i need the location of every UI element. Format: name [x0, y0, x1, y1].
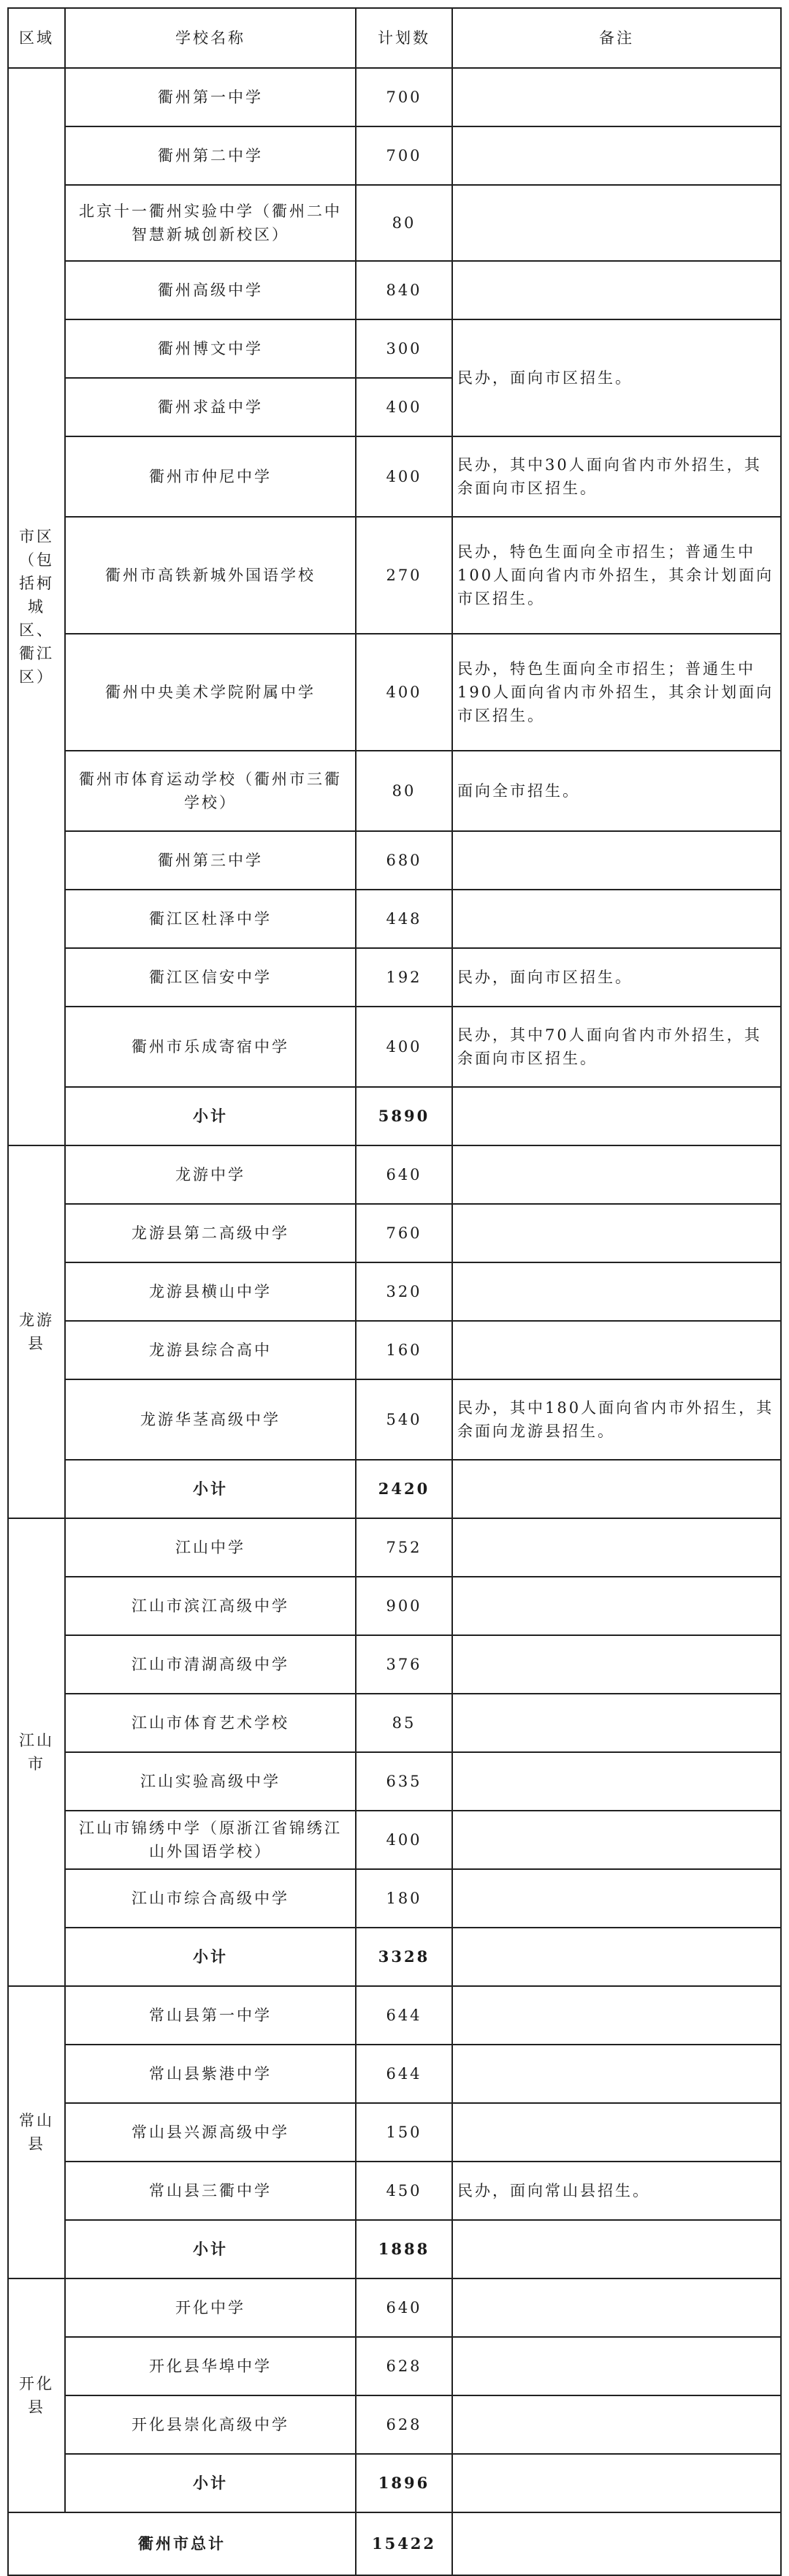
- table-row: [8, 2278, 781, 2337]
- header-plan: 计划数: [356, 8, 452, 68]
- note-cell: 民办，特色生面向全市招生；普通生中190人面向省内市外招生，其余计划面向市区招生。: [452, 634, 781, 751]
- plan-count-cell: 760: [356, 1204, 452, 1262]
- subtotal-plan: 1896: [356, 2454, 452, 2512]
- school-name-cell: 衢州第三中学: [65, 831, 356, 890]
- school-name-cell: 江山实验高级中学: [65, 1752, 356, 1811]
- subtotal-note: [452, 2220, 781, 2278]
- plan-count-cell: 180: [356, 1869, 452, 1928]
- header-note: 备注: [452, 8, 781, 68]
- table-row: [8, 634, 781, 751]
- plan-count-cell: 900: [356, 1577, 452, 1635]
- plan-count-cell: 192: [356, 948, 452, 1007]
- plan-count-cell: 644: [356, 1986, 452, 2045]
- plan-count-cell: 270: [356, 517, 452, 634]
- plan-count-cell: 400: [356, 1811, 452, 1869]
- note-cell: 面向全市招生。: [452, 751, 781, 831]
- table-row: [8, 1204, 781, 1262]
- school-name-cell: 开化县崇化高级中学: [65, 2395, 356, 2454]
- school-name-cell: 常山县兴源高级中学: [65, 2103, 356, 2162]
- table-row: [8, 2045, 781, 2103]
- school-name-cell: 衢州高级中学: [65, 261, 356, 319]
- plan-count-cell: 400: [356, 378, 452, 436]
- school-name-cell: 江山市锦绣中学（原浙江省锦绣江山外国语学校）: [65, 1811, 356, 1869]
- school-name-cell: 衢州市体育运动学校（衢州市三衢学校）: [65, 751, 356, 831]
- school-name-cell: 衢州第二中学: [65, 126, 356, 185]
- subtotal-plan: 2420: [356, 1460, 452, 1518]
- note-cell: [452, 1986, 781, 2045]
- school-name-cell: 龙游县横山中学: [65, 1262, 356, 1321]
- note-cell: 民办，其中70人面向省内市外招生，其余面向市区招生。: [452, 1007, 781, 1087]
- table-body: [8, 68, 781, 2575]
- school-name-cell: 龙游县第二高级中学: [65, 1204, 356, 1262]
- plan-count-cell: 400: [356, 1007, 452, 1087]
- note-cell: [452, 1869, 781, 1928]
- school-name-cell: 衢州博文中学: [65, 319, 356, 378]
- note-cell: [452, 890, 781, 948]
- note-cell: 民办，面向常山县招生。: [452, 2162, 781, 2220]
- school-name-cell: 龙游华茎高级中学: [65, 1379, 356, 1460]
- subtotal-label: 小计: [65, 1460, 356, 1518]
- subtotal-label: 小计: [65, 1087, 356, 1145]
- table-row: [8, 831, 781, 890]
- subtotal-plan: 1888: [356, 2220, 452, 2278]
- note-cell: [452, 1321, 781, 1379]
- header-row: [8, 8, 781, 68]
- table-row: [8, 1379, 781, 1460]
- table-row: [8, 68, 781, 126]
- table-row: [8, 890, 781, 948]
- note-cell: [452, 1752, 781, 1811]
- table-row: [8, 126, 781, 185]
- plan-count-cell: 400: [356, 436, 452, 517]
- school-name-cell: 衢州求益中学: [65, 378, 356, 436]
- note-cell: 民办，面向市区招生。: [452, 319, 781, 436]
- school-name-cell: 龙游县综合高中: [65, 1321, 356, 1379]
- grand-total-label: 衢州市总计: [8, 2512, 356, 2575]
- table-row: [8, 1321, 781, 1379]
- region-cell: 市区（包括柯城区、衢江区）: [8, 68, 65, 1145]
- table-row: [8, 436, 781, 517]
- school-name-cell: 江山中学: [65, 1518, 356, 1577]
- note-cell: [452, 1694, 781, 1752]
- subtotal-note: [452, 1460, 781, 1518]
- table-row: [8, 2162, 781, 2220]
- subtotal-note: [452, 1087, 781, 1145]
- note-cell: [452, 1262, 781, 1321]
- subtotal-note: [452, 2454, 781, 2512]
- grand-total-plan: 15422: [356, 2512, 452, 2575]
- school-name-cell: 衢江区杜泽中学: [65, 890, 356, 948]
- plan-count-cell: 80: [356, 185, 452, 261]
- table-row: [8, 751, 781, 831]
- subtotal-note: [452, 1928, 781, 1986]
- note-cell: [452, 1518, 781, 1577]
- plan-count-cell: 320: [356, 1262, 452, 1321]
- grand-total-row: [8, 2512, 781, 2575]
- plan-count-cell: 644: [356, 2045, 452, 2103]
- table-row: [8, 1635, 781, 1694]
- table-row: [8, 1694, 781, 1752]
- school-name-cell: 开化县华埠中学: [65, 2337, 356, 2395]
- subtotal-row: [8, 1928, 781, 1986]
- subtotal-label: 小计: [65, 1928, 356, 1986]
- plan-count-cell: 300: [356, 319, 452, 378]
- school-name-cell: 江山市清湖高级中学: [65, 1635, 356, 1694]
- plan-count-cell: 150: [356, 2103, 452, 2162]
- enrollment-plan-table: [7, 7, 782, 2576]
- school-name-cell: 江山市滨江高级中学: [65, 1577, 356, 1635]
- school-name-cell: 衢江区信安中学: [65, 948, 356, 1007]
- table-row: [8, 2395, 781, 2454]
- plan-count-cell: 540: [356, 1379, 452, 1460]
- plan-count-cell: 700: [356, 126, 452, 185]
- region-cell: 常山县: [8, 1986, 65, 2278]
- plan-count-cell: 640: [356, 2278, 452, 2337]
- school-name-cell: 衢州市仲尼中学: [65, 436, 356, 517]
- note-cell: [452, 2337, 781, 2395]
- subtotal-row: [8, 2220, 781, 2278]
- table-row: [8, 1869, 781, 1928]
- note-cell: 民办，特色生面向全市招生；普通生中100人面向省内市外招生，其余计划面向市区招生。: [452, 517, 781, 634]
- plan-count-cell: 628: [356, 2337, 452, 2395]
- subtotal-label: 小计: [65, 2220, 356, 2278]
- region-cell: 龙游县: [8, 1145, 65, 1518]
- note-cell: [452, 185, 781, 261]
- note-cell: [452, 2395, 781, 2454]
- table-row: [8, 1518, 781, 1577]
- school-name-cell: 衢州市高铁新城外国语学校: [65, 517, 356, 634]
- plan-count-cell: 160: [356, 1321, 452, 1379]
- plan-count-cell: 400: [356, 634, 452, 751]
- plan-count-cell: 752: [356, 1518, 452, 1577]
- note-cell: [452, 1204, 781, 1262]
- school-name-cell: 常山县紫港中学: [65, 2045, 356, 2103]
- note-cell: [452, 126, 781, 185]
- subtotal-row: [8, 1460, 781, 1518]
- table-row: [8, 1577, 781, 1635]
- school-name-cell: 常山县三衢中学: [65, 2162, 356, 2220]
- note-cell: [452, 261, 781, 319]
- plan-count-cell: 450: [356, 2162, 452, 2220]
- table-row: [8, 2337, 781, 2395]
- school-name-cell: 开化中学: [65, 2278, 356, 2337]
- school-name-cell: 衢州第一中学: [65, 68, 356, 126]
- region-cell: 江山市: [8, 1518, 65, 1986]
- table-row: [8, 948, 781, 1007]
- table-row: [8, 319, 781, 378]
- subtotal-row: [8, 2454, 781, 2512]
- plan-count-cell: 840: [356, 261, 452, 319]
- note-cell: 民办，面向市区招生。: [452, 948, 781, 1007]
- table-row: [8, 1752, 781, 1811]
- plan-count-cell: 85: [356, 1694, 452, 1752]
- subtotal-plan: 3328: [356, 1928, 452, 1986]
- header-region: 区域: [8, 8, 65, 68]
- note-cell: [452, 1577, 781, 1635]
- note-cell: [452, 1811, 781, 1869]
- subtotal-row: [8, 1087, 781, 1145]
- region-cell: 开化县: [8, 2278, 65, 2512]
- plan-count-cell: 376: [356, 1635, 452, 1694]
- note-cell: [452, 2045, 781, 2103]
- plan-count-cell: 80: [356, 751, 452, 831]
- table-row: [8, 1007, 781, 1087]
- note-cell: [452, 2103, 781, 2162]
- note-cell: [452, 2278, 781, 2337]
- plan-count-cell: 700: [356, 68, 452, 126]
- plan-count-cell: 635: [356, 1752, 452, 1811]
- plan-count-cell: 680: [356, 831, 452, 890]
- note-cell: 民办，其中180人面向省内市外招生，其余面向龙游县招生。: [452, 1379, 781, 1460]
- school-name-cell: 北京十一衢州实验中学（衢州二中智慧新城创新校区）: [65, 185, 356, 261]
- school-name-cell: 常山县第一中学: [65, 1986, 356, 2045]
- school-name-cell: 衢州市乐成寄宿中学: [65, 1007, 356, 1087]
- table-row: [8, 261, 781, 319]
- subtotal-label: 小计: [65, 2454, 356, 2512]
- school-name-cell: 江山市综合高级中学: [65, 1869, 356, 1928]
- table-row: [8, 1986, 781, 2045]
- table-row: [8, 185, 781, 261]
- note-cell: [452, 68, 781, 126]
- note-cell: [452, 831, 781, 890]
- school-name-cell: 衢州中央美术学院附属中学: [65, 634, 356, 751]
- header-school: 学校名称: [65, 8, 356, 68]
- table-row: [8, 2103, 781, 2162]
- plan-count-cell: 640: [356, 1145, 452, 1204]
- note-cell: 民办，其中30人面向省内市外招生，其余面向市区招生。: [452, 436, 781, 517]
- plan-count-cell: 448: [356, 890, 452, 948]
- grand-total-note: [452, 2512, 781, 2575]
- school-name-cell: 龙游中学: [65, 1145, 356, 1204]
- table-row: [8, 1811, 781, 1869]
- table-row: [8, 1262, 781, 1321]
- subtotal-plan: 5890: [356, 1087, 452, 1145]
- table-row: [8, 517, 781, 634]
- note-cell: [452, 1145, 781, 1204]
- note-cell: [452, 1635, 781, 1694]
- plan-count-cell: 628: [356, 2395, 452, 2454]
- table-row: [8, 1145, 781, 1204]
- school-name-cell: 江山市体育艺术学校: [65, 1694, 356, 1752]
